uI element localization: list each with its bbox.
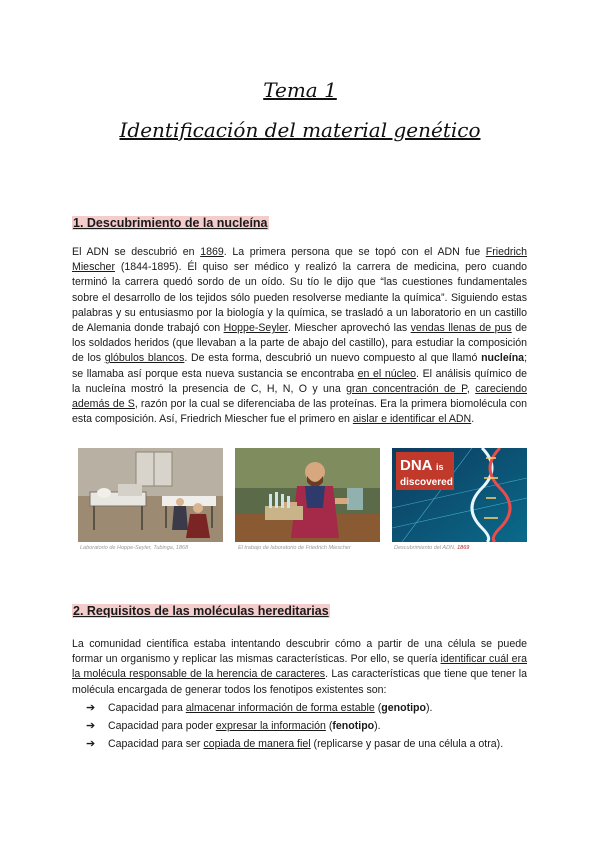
arrow-right-icon: ➔ [86, 720, 96, 732]
badge-discovered-text: discovered [400, 477, 453, 488]
hospital-illustration [78, 448, 223, 542]
requirements-list [86, 699, 503, 753]
section-2-paragraph: La comunidad científica estaba intentando descubrir cómo a partir de una célula se puede formar un organismo y replicar las mismas características. Por ello, se quería identificar cuál era la molécula responsable de la herencia de caracteres. Las características que tiene que tener la molécula encargada de generar todos los fenotipos existentes son: [72, 638, 527, 696]
section-2-heading: 2. Requisitos de las moléculas hereditarias [73, 604, 329, 618]
date-link: 1869 [200, 246, 224, 258]
image-caption-2: El trabajo de laboratorio de Friedrich Miescher [238, 545, 351, 551]
arrow-right-icon: ➔ [86, 738, 96, 750]
list-item: ➔ Capacidad para poder expresar la información (fenotipo). [86, 717, 503, 735]
scientist-illustration [235, 448, 380, 542]
list-item: ➔ Capacidad para almacenar información de forma estable (genotipo). [86, 699, 503, 717]
caption-year: 1869 [457, 545, 470, 551]
arrow-right-icon: ➔ [86, 702, 96, 714]
badge-is-text: is [436, 462, 444, 472]
image-caption-1: Laboratorio de Hoppe-Seyler, Tubinga, 1868 [80, 545, 189, 551]
section-1-paragraph: El ADN se descubrió en 1869. La primera persona que se topó con el ADN fue Friedrich Miescher (1844-1895). Él quiso ser médico y realizó la carrera de medicina, pero cuando terminó la carrera quedó sordo de un oído. Su tío le dijo que “las cuestiones fundamentales sobre el desarrollo de los tejidos sólo pueden resolverse mediante la química”. Siguiendo estas palabras y su entusiasmo por la biología y la química, se trasladó a un laboratorio en un castillo de Alemania donde trabajó con Hoppe-Seyler. Miescher aprovechó las vendas llenas de pus de los soldados heridos (que llevaban a la parte de abajo del castillo), para estudiar la composición de los glóbulos blancos. De esta forma, descubrió un nuevo compuesto al que llamó nucleína; se llamaba así porque esta nueva sustancia se encontraba en el núcleo. El análisis químico de la nucleína mostró la presencia de C, H, N, O y una gran concentración de P, careciendo además de S, razón por la cual se diferenciaba de las proteínas. Era la primera biomolécula con esta composición. Así, Friedrich Miescher fue el primero en aislar e identificar el ADN. [72, 246, 528, 426]
document-title: Tema 1 [263, 78, 337, 102]
image-caption-3: Descubrimiento del ADN, 1869 [394, 545, 470, 551]
section-1-heading: 1. Descubrimiento de la nucleína [73, 216, 268, 230]
person-link: Friedrich Miescher [72, 246, 527, 274]
list-item: ➔ Capacidad para ser copiada de manera fiel (replicarse y pasar de una célula a otra). [86, 735, 503, 753]
badge-dna-text: DNA [400, 457, 433, 474]
document-subtitle: Identificación del material genético [119, 118, 481, 142]
dna-discovered-illustration [392, 448, 527, 542]
